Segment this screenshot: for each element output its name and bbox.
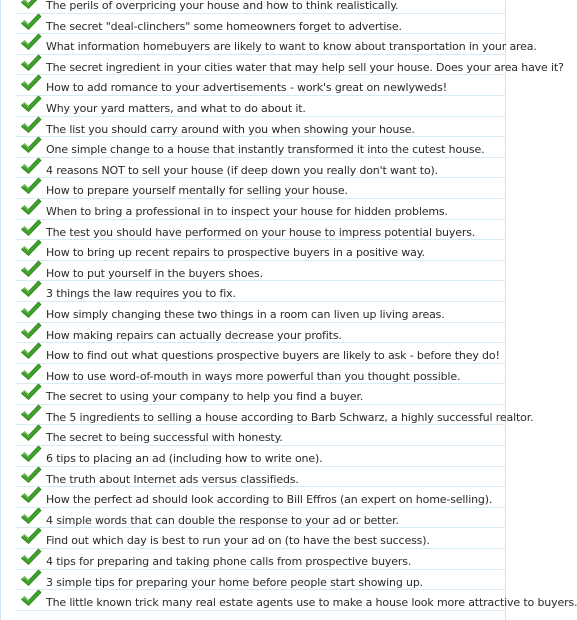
list-item (16, 199, 506, 220)
list-item-text: One simple change to a house that instantly transformed it into the cutest house. (46, 143, 485, 157)
list-item-text: How to add romance to your advertisements - work's great on newlyweds! (46, 81, 447, 95)
list-item (16, 158, 506, 179)
checkmark-icon (20, 403, 42, 423)
checkmark-icon (20, 382, 42, 402)
checkmark-icon (20, 423, 42, 443)
list-item (16, 590, 577, 611)
checkmark-icon (20, 156, 42, 176)
list-item-text: 3 simple tips for preparing your home before people start showing up. (46, 575, 424, 589)
list-item (16, 508, 506, 529)
list-item-text: The secret to being successful with honesty. (46, 431, 283, 445)
list-item-text: How to bring up recent repairs to prospective buyers in a positive way. (46, 246, 425, 260)
list-item-text: The truth about Internet ads versus classifieds. (46, 472, 299, 486)
list-item-text: How the perfect ad should look according to Bill Effros (an expert on home-selling). (46, 493, 493, 507)
list-item (16, 549, 506, 570)
checkmark-icon (20, 341, 42, 361)
list-item (16, 220, 506, 241)
list-item-text: Why your yard matters, and what to do about it. (46, 101, 306, 115)
list-item-text: How to prepare yourself mentally for selling your house. (46, 184, 348, 198)
list-item-text: What information homebuyers are likely to want to know about transportation in your area. (46, 40, 537, 54)
list-item (16, 425, 506, 446)
checkmark-icon (20, 197, 42, 217)
list-item-text: The list you should carry around with you when showing your house. (46, 122, 415, 136)
list-item (16, 0, 506, 14)
list-item-text: Find out which day is best to run your ad on (to have the best success). (46, 534, 430, 548)
checkmark-icon (20, 12, 42, 32)
list-item (16, 55, 564, 76)
checkmark-icon (20, 362, 42, 382)
checkmark-icon (20, 506, 42, 526)
checkmark-icon (20, 526, 42, 546)
checkmark-icon (20, 547, 42, 567)
list-item (16, 384, 506, 405)
list-item (16, 487, 506, 508)
checkmark-icon (20, 73, 42, 93)
checkmark-icon (20, 465, 42, 485)
list-item (16, 405, 534, 426)
list-item (16, 467, 506, 488)
list-item (16, 96, 506, 117)
checkmark-icon (20, 218, 42, 238)
list-item-text: 4 simple words that can double the response to your ad or better. (46, 513, 399, 527)
list-item (16, 446, 506, 467)
list-item-text: The perils of overpricing your house and how to think realistically. (46, 0, 399, 12)
list-item (16, 75, 506, 96)
list-item-text: The test you should have performed on your house to impress potential buyers. (46, 225, 476, 239)
list-item-text: 6 tips to placing an ad (including how to write one). (46, 452, 323, 466)
checkmark-icon (20, 321, 42, 341)
list-item (16, 323, 506, 344)
checkmark-icon (20, 53, 42, 73)
checkmark-icon (20, 32, 42, 52)
list-item (16, 34, 537, 55)
list-item (16, 281, 506, 302)
checkmark-icon (20, 94, 42, 114)
list-item-text: 4 reasons NOT to sell your house (if deep down you really don't want to). (46, 163, 439, 177)
list-item-text: The secret ingredient in your cities water that may help sell your house. Does your area have it? (46, 60, 564, 74)
checkmark-icon (20, 588, 42, 608)
list-item-text: How to find out what questions prospective buyers are likely to ask - before they do! (46, 349, 500, 363)
list-item-text: How simply changing these two things in a room can liven up living areas. (46, 307, 445, 321)
benefit-list (16, 0, 577, 611)
list-item-text: 4 tips for preparing and taking phone calls from prospective buyers. (46, 555, 412, 569)
list-item (16, 178, 506, 199)
list-item (16, 528, 506, 549)
list-item (16, 343, 506, 364)
list-item (16, 570, 506, 591)
list-item (16, 261, 506, 282)
list-item-text: The secret to using your company to help you find a buyer. (46, 390, 364, 404)
list-item-text: 3 things the law requires you to fix. (46, 287, 236, 301)
checkmark-icon (20, 279, 42, 299)
list-item-text: The 5 ingredients to selling a house according to Barb Schwarz, a highly successful realtor. (46, 410, 534, 424)
checkmark-icon (20, 300, 42, 320)
list-item-text: The little known trick many real estate agents use to make a house look more attractive to buyers. (46, 596, 577, 610)
checkmark-icon (20, 115, 42, 135)
list-item (16, 302, 506, 323)
list-item-text: When to bring a professional in to inspect your house for hidden problems. (46, 204, 448, 218)
list-item (16, 117, 506, 138)
checkmark-icon (20, 568, 42, 588)
checkmark-icon (20, 238, 42, 258)
list-item-text: How to use word-of-mouth in ways more powerful than you thought possible. (46, 369, 461, 383)
list-item (16, 137, 506, 158)
list-item (16, 364, 506, 385)
checkmark-icon (20, 176, 42, 196)
list-item (16, 240, 506, 261)
list-item-text: The secret "deal-clinchers" some homeowners forget to advertise. (46, 19, 402, 33)
checkmark-icon (20, 0, 42, 11)
list-item-text: How making repairs can actually decrease your profits. (46, 328, 342, 342)
list-item (16, 14, 506, 35)
checkmark-icon (20, 485, 42, 505)
checkmark-icon (20, 444, 42, 464)
list-item-text: How to put yourself in the buyers shoes. (46, 266, 263, 280)
checkmark-icon (20, 259, 42, 279)
checkmark-icon (20, 135, 42, 155)
